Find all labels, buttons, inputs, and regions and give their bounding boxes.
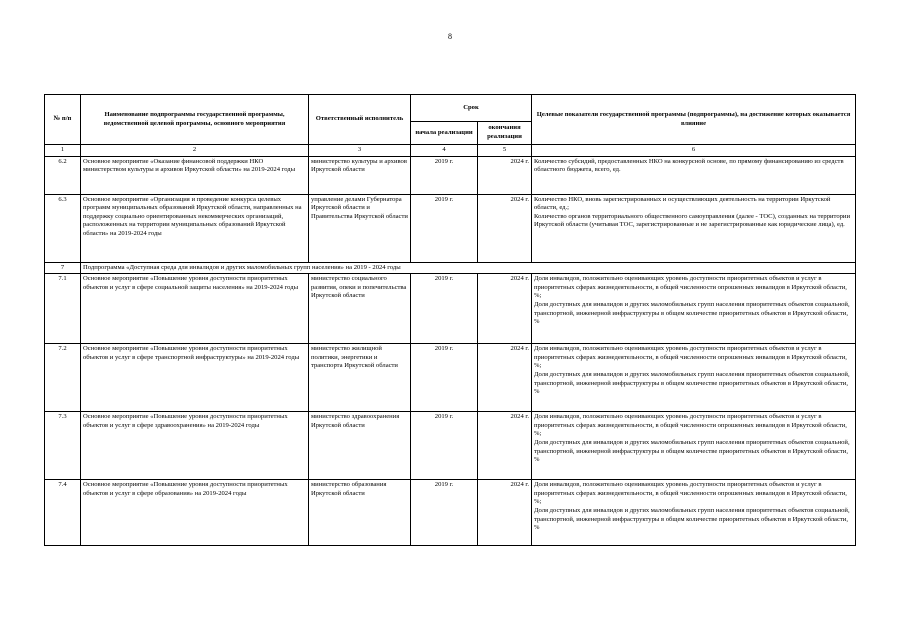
row-name: Основное мероприятие «Повышение уровня доступности приоритетных объектов и услуг в сфере здравоохранения» на 2019-2024 годы: [81, 412, 309, 480]
column-number: 3: [309, 145, 411, 157]
section-num: 7: [45, 262, 81, 274]
section-title: Подпрограмма «Доступная среда для инвалидов и других маломобильных групп населения» на 2019 - 2024 годы: [81, 262, 856, 274]
row-indicators: Доля инвалидов, положительно оценивающих уровень доступности приоритетных объектов и услуг в приоритетных сферах жизнедеятельности, в общей численности опрошенных инвалидов в Иркутской области, %; Доля доступных для инвалидов и других маломобильных групп населения приоритетных объектов социальной, транспортной, инженерной инфраструктуры в общем количестве приоритетных объектов в Иркутской области, %: [532, 344, 856, 412]
row-start: 2019 г.: [411, 412, 478, 480]
row-name: Основное мероприятие «Оказание финансовой поддержки НКО министерством культуры и архивов Иркутской области» на 2019-2024 годы: [81, 156, 309, 194]
row-indicators: Доля инвалидов, положительно оценивающих уровень доступности приоритетных объектов и услуг в приоритетных сферах жизнедеятельности, в общей численности опрошенных инвалидов в Иркутской области, %; Доля доступных для инвалидов и других маломобильных групп населения приоритетных объектов социальной, транспортной, инженерной инфраструктуры в общем количестве приоритетных объектов в Иркутской области, %: [532, 412, 856, 480]
row-start: 2019 г.: [411, 274, 478, 344]
row-indicators: Количество субсидий, предоставленных НКО на конкурсной основе, по прямому финансированию из средств областного бюджета, всего, ед.: [532, 156, 856, 194]
column-number: 2: [81, 145, 309, 157]
header-end: окончания реализации: [478, 122, 532, 145]
row-start: 2019 г.: [411, 156, 478, 194]
row-num: 6.2: [45, 156, 81, 194]
row-end: 2024 г.: [478, 156, 532, 194]
table-row: [45, 412, 856, 480]
table-row: [45, 156, 856, 194]
row-indicators: Количество НКО, вновь зарегистрированных и осуществляющих деятельность на территории Иркутской области, ед.; Количество органов территориального общественного самоуправления (далее - ТОС), созданных на территории Иркутской области (учитывая ТОС, зарегистрированные и не зарегистрированные как юридические лица), ед.: [532, 194, 856, 262]
table-row: [45, 480, 856, 546]
row-executor: министерство культуры и архивов Иркутской области: [309, 156, 411, 194]
row-num: 7.4: [45, 480, 81, 546]
header-executor: Ответственный исполнитель: [309, 95, 411, 145]
row-num: 7.3: [45, 412, 81, 480]
row-executor: министерство жилищной политики, энергетики и транспорта Иркутской области: [309, 344, 411, 412]
row-name: Основное мероприятие «Повышение уровня доступности приоритетных объектов и услуг в сфере транспортной инфраструктуры» на 2019-2024 годы: [81, 344, 309, 412]
section-row: [45, 262, 856, 274]
column-number: 5: [478, 145, 532, 157]
row-end: 2024 г.: [478, 274, 532, 344]
row-num: 7.1: [45, 274, 81, 344]
row-executor: министерство здравоохранения Иркутской области: [309, 412, 411, 480]
table-row: [45, 274, 856, 344]
row-start: 2019 г.: [411, 194, 478, 262]
row-executor: министерство образования Иркутской области: [309, 480, 411, 546]
row-num: 7.2: [45, 344, 81, 412]
row-indicators: Доля инвалидов, положительно оценивающих уровень доступности приоритетных объектов и услуг в приоритетных сферах жизнедеятельности, в общей численности опрошенных инвалидов в Иркутской области, %; Доля доступных для инвалидов и других маломобильных групп населения приоритетных объектов социальной, транспортной, инженерной инфраструктуры в общем количестве приоритетных объектов в Иркутской области, %: [532, 274, 856, 344]
row-name: Основное мероприятие «Повышение уровня доступности приоритетных объектов и услуг в сфере образования» на 2019-2024 годы: [81, 480, 309, 546]
header-num: № п/п: [45, 95, 81, 145]
program-table: [44, 94, 856, 546]
row-end: 2024 г.: [478, 412, 532, 480]
row-end: 2024 г.: [478, 344, 532, 412]
table-row: [45, 344, 856, 412]
page-number: 8: [448, 32, 452, 41]
row-indicators: Доля инвалидов, положительно оценивающих уровень доступности приоритетных объектов и услуг в приоритетных сферах жизнедеятельности, в общей численности опрошенных инвалидов в Иркутской области, %; Доля доступных для инвалидов и других маломобильных групп населения приоритетных объектов социальной, транспортной, инженерной инфраструктуры в общем количестве приоритетных объектов в Иркутской области, %: [532, 480, 856, 546]
row-end: 2024 г.: [478, 194, 532, 262]
row-start: 2019 г.: [411, 344, 478, 412]
column-number: 4: [411, 145, 478, 157]
row-executor: управление делами Губернатора Иркутской области и Правительства Иркутской области: [309, 194, 411, 262]
column-number-row: [45, 145, 856, 157]
row-end: 2024 г.: [478, 480, 532, 546]
row-num: 6.3: [45, 194, 81, 262]
column-number: 6: [532, 145, 856, 157]
column-number: 1: [45, 145, 81, 157]
header-row: [45, 95, 856, 122]
row-name: Основное мероприятие «Организация и проведение конкурса целевых программ муниципальных образований Иркутской области, направленных на поддержку социально ориентированных некоммерческих организаций, расположенных на территории муниципальных образований Иркутской области» на 2019-2024 годы: [81, 194, 309, 262]
header-indicators: Целевые показатели государственной программы (подпрограммы), на достижение которых оказывается влияние: [532, 95, 856, 145]
row-name: Основное мероприятие «Повышение уровня доступности приоритетных объектов и услуг в сфере социальной защиты населения» на 2019-2024 годы: [81, 274, 309, 344]
header-start: начала реализации: [411, 122, 478, 145]
row-executor: министерство социального развития, опеки и попечительства Иркутской области: [309, 274, 411, 344]
header-name: Наименование подпрограммы государственной программы, ведомственной целевой программы, основного мероприятия: [81, 95, 309, 145]
table-row: [45, 194, 856, 262]
row-start: 2019 г.: [411, 480, 478, 546]
header-term: Срок: [411, 95, 532, 122]
